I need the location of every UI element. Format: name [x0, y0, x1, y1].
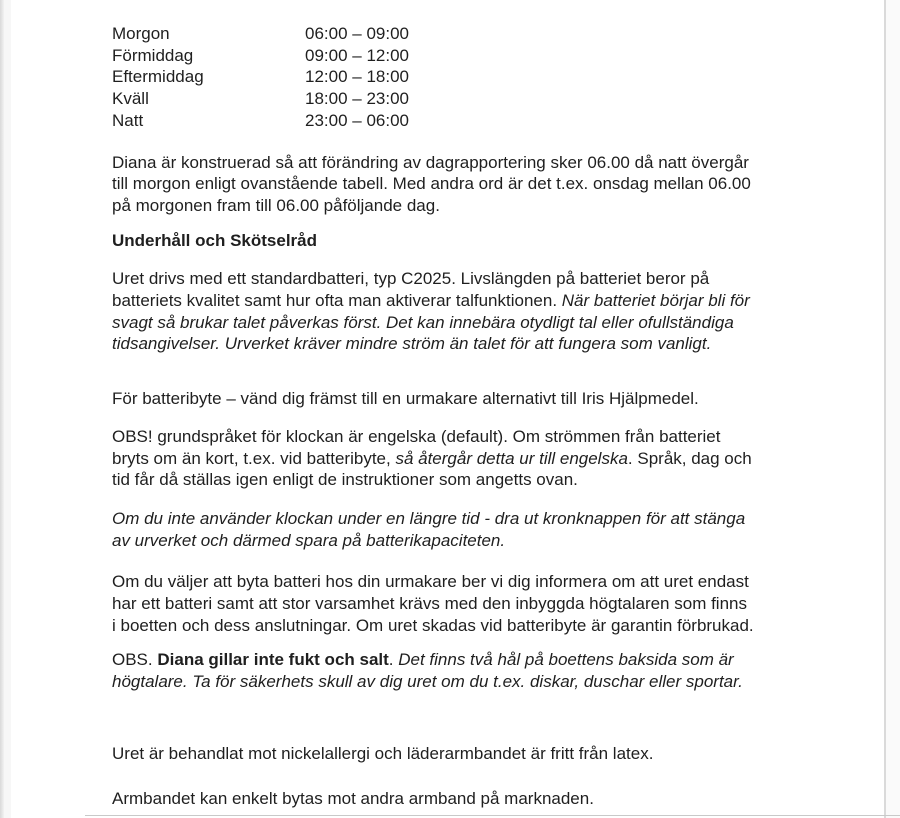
schedule-time-range: 09:00 – 12:00 — [305, 45, 409, 65]
scan-edge-left-soft — [4, 0, 11, 818]
text-line — [112, 230, 812, 252]
para-watchmaker-warning — [112, 571, 812, 636]
scan-edge-right-soft — [886, 0, 900, 818]
schedule-row — [112, 110, 812, 132]
text-run: Underhåll och Skötselråd — [112, 230, 317, 250]
para-crown-power-save — [112, 508, 812, 551]
schedule-time-range: 12:00 – 18:00 — [305, 67, 409, 87]
document-body — [112, 152, 812, 810]
schedule-row — [112, 66, 812, 88]
text-run: Diana är konstruerad så att förändring av dagrapportering sker 06.00 då natt övergår — [112, 152, 749, 172]
text-line — [112, 508, 812, 530]
text-line — [112, 195, 812, 217]
text-run: svagt så brukar talet påverkas först. Det kan innebära otydligt tal eller ofullständiga — [112, 312, 734, 332]
text-run: När batteriet börjar bli för — [561, 291, 750, 311]
text-run: Om du inte använder klockan under en längre tid - dra ut kronknappen för att stänga — [112, 508, 746, 528]
document-page — [112, 23, 812, 809]
text-run: batteriets kvalitet samt hur ofta man aktiverar talfunktionen. — [112, 291, 562, 311]
text-run: på morgonen fram till 06.00 påföljande dag. — [112, 195, 440, 215]
schedule-period-label: Förmiddag — [112, 45, 194, 65]
scan-edge-bottom-line — [85, 815, 900, 816]
schedule-period-label: Morgon — [112, 24, 170, 43]
text-line — [112, 268, 812, 290]
schedule-table — [112, 23, 812, 132]
text-line — [112, 469, 812, 491]
text-line — [112, 333, 812, 355]
para-strap-replaceable — [112, 788, 812, 810]
text-line — [112, 788, 812, 810]
text-line — [112, 173, 812, 195]
text-run: OBS. — [112, 650, 158, 670]
text-line — [112, 448, 812, 470]
text-line — [112, 649, 812, 671]
text-run: har ett batteri samt att stor varsamhet krävs med den inbyggda högtalaren som finns — [112, 594, 747, 614]
text-run: För batteribyte – vänd dig främst till en urmakare alternativt till Iris Hjälpmedel. — [112, 389, 699, 409]
text-line — [112, 671, 812, 693]
para-battery-life — [112, 268, 812, 355]
text-run: bryts om än kort, t.ex. vid batteribyte, — [112, 448, 396, 468]
para-battery-change — [112, 388, 812, 410]
text-run: . — [388, 650, 399, 670]
text-run: . Språk, dag och — [627, 448, 752, 468]
schedule-time-range: 23:00 – 06:00 — [305, 110, 409, 130]
text-line — [112, 743, 812, 765]
schedule-time-range: 18:00 – 23:00 — [305, 89, 409, 109]
text-run: Uret drivs med ett standardbatteri, typ C2025. Livslängden på batteriet beror på — [112, 269, 710, 289]
text-run: Diana gillar inte fukt och salt — [157, 650, 389, 670]
schedule-period-label: Eftermiddag — [112, 67, 204, 87]
text-line — [112, 615, 812, 637]
text-run: tid får då ställas igen enligt de instruktioner som angetts ovan. — [112, 470, 578, 490]
text-line — [112, 530, 812, 552]
schedule-row — [112, 23, 812, 45]
text-run: Om du väljer att byta batteri hos din urmakare ber vi dig informera om att uret endast — [112, 572, 749, 592]
text-run: av urverket och därmed spara på batterikapaciteten. — [112, 530, 506, 550]
schedule-period-label: Kväll — [112, 89, 149, 109]
text-line — [112, 152, 812, 174]
text-line — [112, 312, 812, 334]
text-run: Armbandet kan enkelt bytas mot andra armband på marknaden. — [112, 788, 594, 808]
text-line — [112, 426, 812, 448]
text-line — [112, 571, 812, 593]
para-default-language — [112, 426, 812, 491]
heading-maintenance — [112, 230, 812, 252]
text-run: Det finns två hål på boettens baksida som är — [398, 650, 734, 670]
text-run: OBS! grundspråket för klockan är engelska (default). Om strömmen från batteriet — [112, 426, 721, 446]
text-line — [112, 388, 812, 410]
para-day-reporting — [112, 152, 812, 217]
para-moisture-warning — [112, 649, 812, 692]
text-line — [112, 593, 812, 615]
para-nickel-latex — [112, 743, 812, 765]
text-line — [112, 290, 812, 312]
text-run: högtalare. Ta för säkerhets skull av dig uret om du t.ex. diskar, duschar eller sportar. — [112, 672, 743, 692]
schedule-time-range: 06:00 – 09:00 — [305, 24, 409, 43]
schedule-period-label: Natt — [112, 110, 144, 130]
text-run: i boetten och dess anslutningar. Om uret skadas vid batteribyte är garantin förbrukad. — [112, 615, 754, 635]
text-run: tidsangivelser. Urverket kräver mindre ström än talet för att fungera som vanligt. — [112, 334, 712, 354]
schedule-row — [112, 45, 812, 67]
schedule-row — [112, 88, 812, 110]
text-run: Uret är behandlat mot nickelallergi och läderarmbandet är fritt från latex. — [112, 743, 654, 763]
text-run: till morgon enligt ovanstående tabell. Med andra ord är det t.ex. onsdag mellan 06.00 — [112, 174, 751, 194]
text-run: så återgår detta ur till engelska — [395, 448, 628, 468]
